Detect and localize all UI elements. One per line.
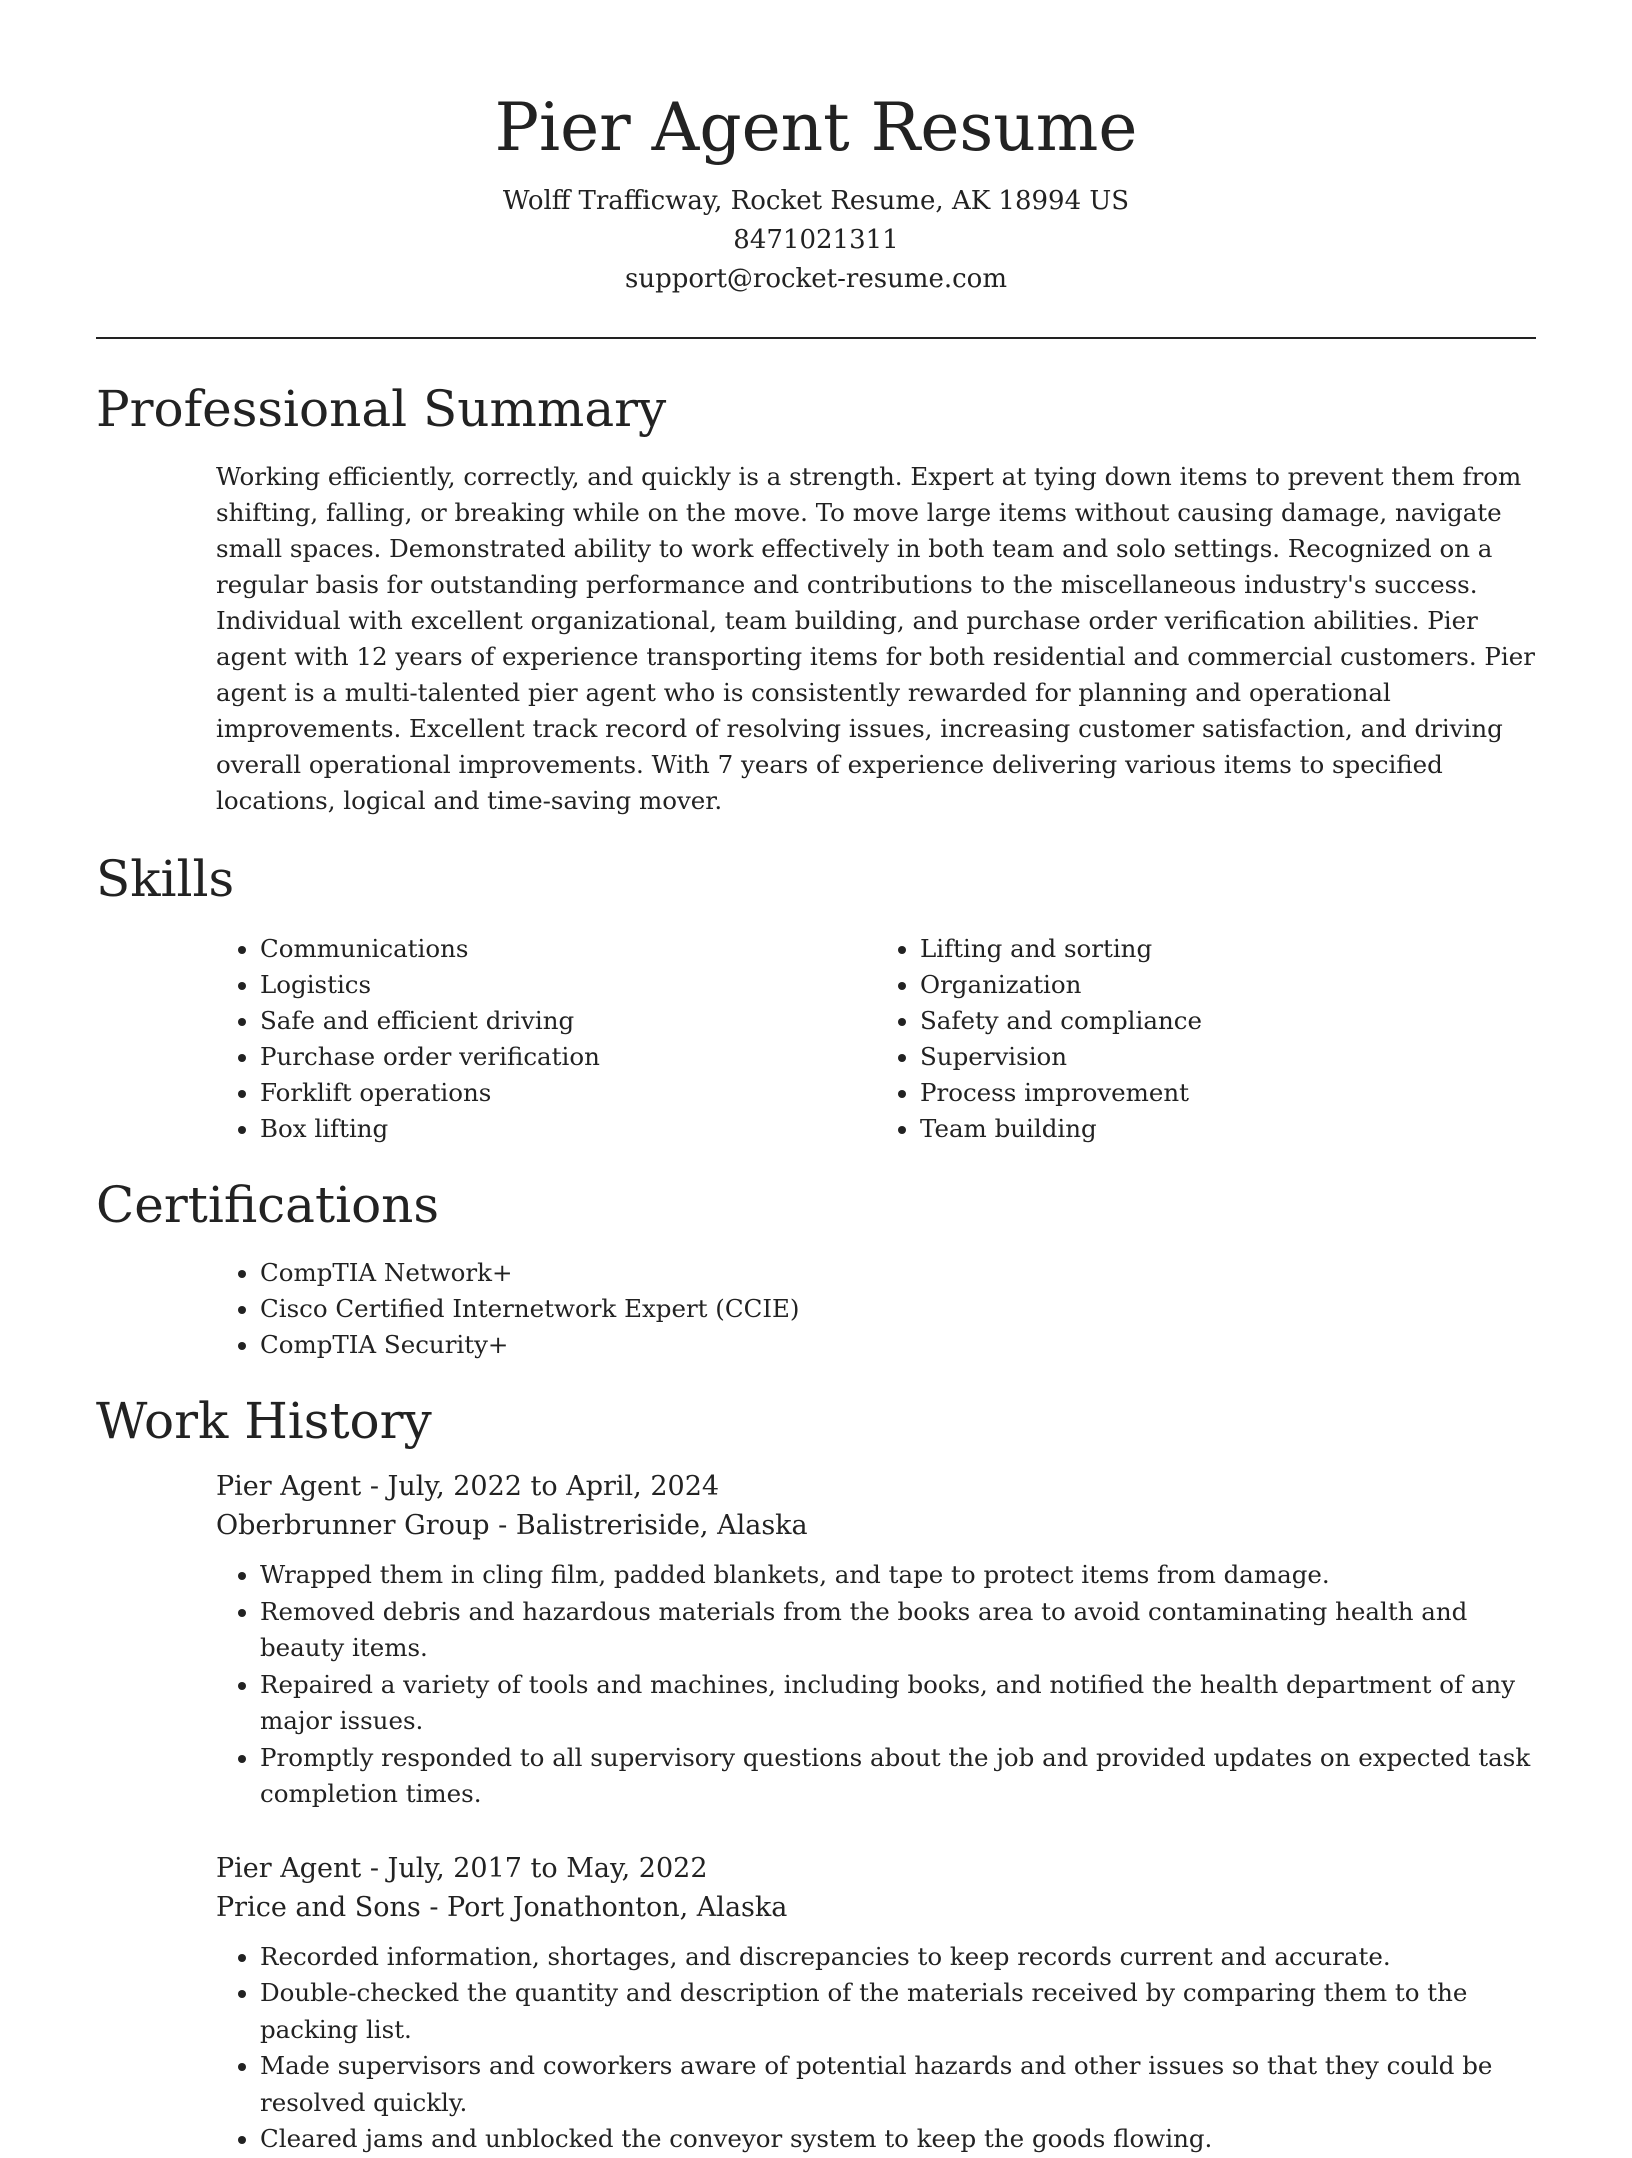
job-company: Price and Sons - Port Jonathonton, Alaska bbox=[216, 1891, 788, 1923]
skill-item: • Safe and efficient driving bbox=[260, 1003, 876, 1039]
header-divider bbox=[96, 337, 1536, 339]
resume-page bbox=[96, 0, 1536, 2158]
certifications-heading: Certifications bbox=[96, 1176, 440, 1234]
contact-phone: 8471021311 bbox=[733, 225, 899, 255]
contact-block bbox=[96, 182, 1536, 299]
skill-item: • Safety and compliance bbox=[920, 1003, 1536, 1039]
certifications-list bbox=[216, 1255, 1536, 1363]
skill-item: • Logistics bbox=[260, 967, 876, 1003]
job-position: Pier Agent - July, 2017 to May, 2022 bbox=[216, 1852, 708, 1884]
duty-item: • Double-checked the quantity and description of the materials received by comparing them to the packing list. bbox=[260, 1975, 1536, 2048]
duty-item: • Repaired a variety of tools and machines, including books, and notified the health department of any major issues. bbox=[260, 1667, 1536, 1740]
duty-item: • Promptly responded to all supervisory questions about the job and provided updates on expected task completion times. bbox=[260, 1740, 1536, 1813]
skills-column-left bbox=[216, 931, 876, 1147]
skill-item: • Forklift operations bbox=[260, 1075, 876, 1111]
skills-column-right bbox=[876, 931, 1536, 1147]
duty-item: • Wrapped them in cling film, padded blankets, and tape to protect items from damage. bbox=[260, 1557, 1536, 1594]
skill-item: • Lifting and sorting bbox=[920, 931, 1536, 967]
summary-paragraph: Working efficiently, correctly, and quickly is a strength. Expert at tying down items to prevent them from shifting, falling, or breaking while on the move. To move large items without causing damage, navigate small spaces. Demonstrated ability to work effectively in both team and solo settings. Recognized on a regular basis for outstanding performance and contributions to the miscellaneous industry's success. Individual with excellent organizational, team building, and purchase order verification abilities. Pier agent with 12 years of experience transporting items for both residential and commercial customers. Pier agent is a multi-talented pier agent who is consistently rewarded for planning and operational improvements. Excellent track record of resolving issues, increasing customer satisfaction, and driving overall operational improvements. With 7 years of experience delivering various items to specified locations, logical and time-saving mover. bbox=[216, 462, 1535, 815]
duty-item: • Cleared jams and unblocked the conveyor system to keep the goods flowing. bbox=[260, 2121, 1536, 2158]
contact-email: support@rocket-resume.com bbox=[624, 264, 1007, 294]
skills-grid bbox=[216, 931, 1536, 1147]
duty-item: • Recorded information, shortages, and discrepancies to keep records current and accurate. bbox=[260, 1939, 1536, 1976]
resume-title: Pier Agent Resume bbox=[494, 89, 1138, 166]
certification-item: • CompTIA Network+ bbox=[260, 1255, 1536, 1291]
skill-item: • Process improvement bbox=[920, 1075, 1536, 1111]
contact-address: Wolff Trafficway, Rocket Resume, AK 18994 US bbox=[502, 186, 1130, 216]
skill-item: • Supervision bbox=[920, 1039, 1536, 1075]
skill-item: • Organization bbox=[920, 967, 1536, 1003]
job-entry bbox=[216, 1467, 1536, 1813]
job-entry bbox=[216, 1849, 1536, 2158]
skill-item: • Team building bbox=[920, 1111, 1536, 1147]
certification-item: • CompTIA Security+ bbox=[260, 1327, 1536, 1363]
skills-heading: Skills bbox=[96, 850, 235, 908]
duty-item: • Made supervisors and coworkers aware of potential hazards and other issues so that they could be resolved quickly. bbox=[260, 2048, 1536, 2121]
work-history-heading: Work History bbox=[96, 1392, 432, 1450]
certification-item: • Cisco Certified Internetwork Expert (CCIE) bbox=[260, 1291, 1536, 1327]
job-company: Oberbrunner Group - Balistreriside, Alaska bbox=[216, 1510, 808, 1541]
skill-item: • Purchase order verification bbox=[260, 1039, 876, 1075]
duty-item: • Removed debris and hazardous materials from the books area to avoid contaminating health and beauty items. bbox=[260, 1594, 1536, 1667]
job-position: Pier Agent - July, 2022 to April, 2024 bbox=[216, 1471, 720, 1502]
job-duties bbox=[216, 1939, 1536, 2158]
skill-item: • Box lifting bbox=[260, 1111, 876, 1147]
skill-item: • Communications bbox=[260, 931, 876, 967]
resume-header bbox=[96, 0, 1536, 299]
job-duties bbox=[216, 1557, 1536, 1813]
summary-heading: Professional Summary bbox=[96, 380, 667, 438]
